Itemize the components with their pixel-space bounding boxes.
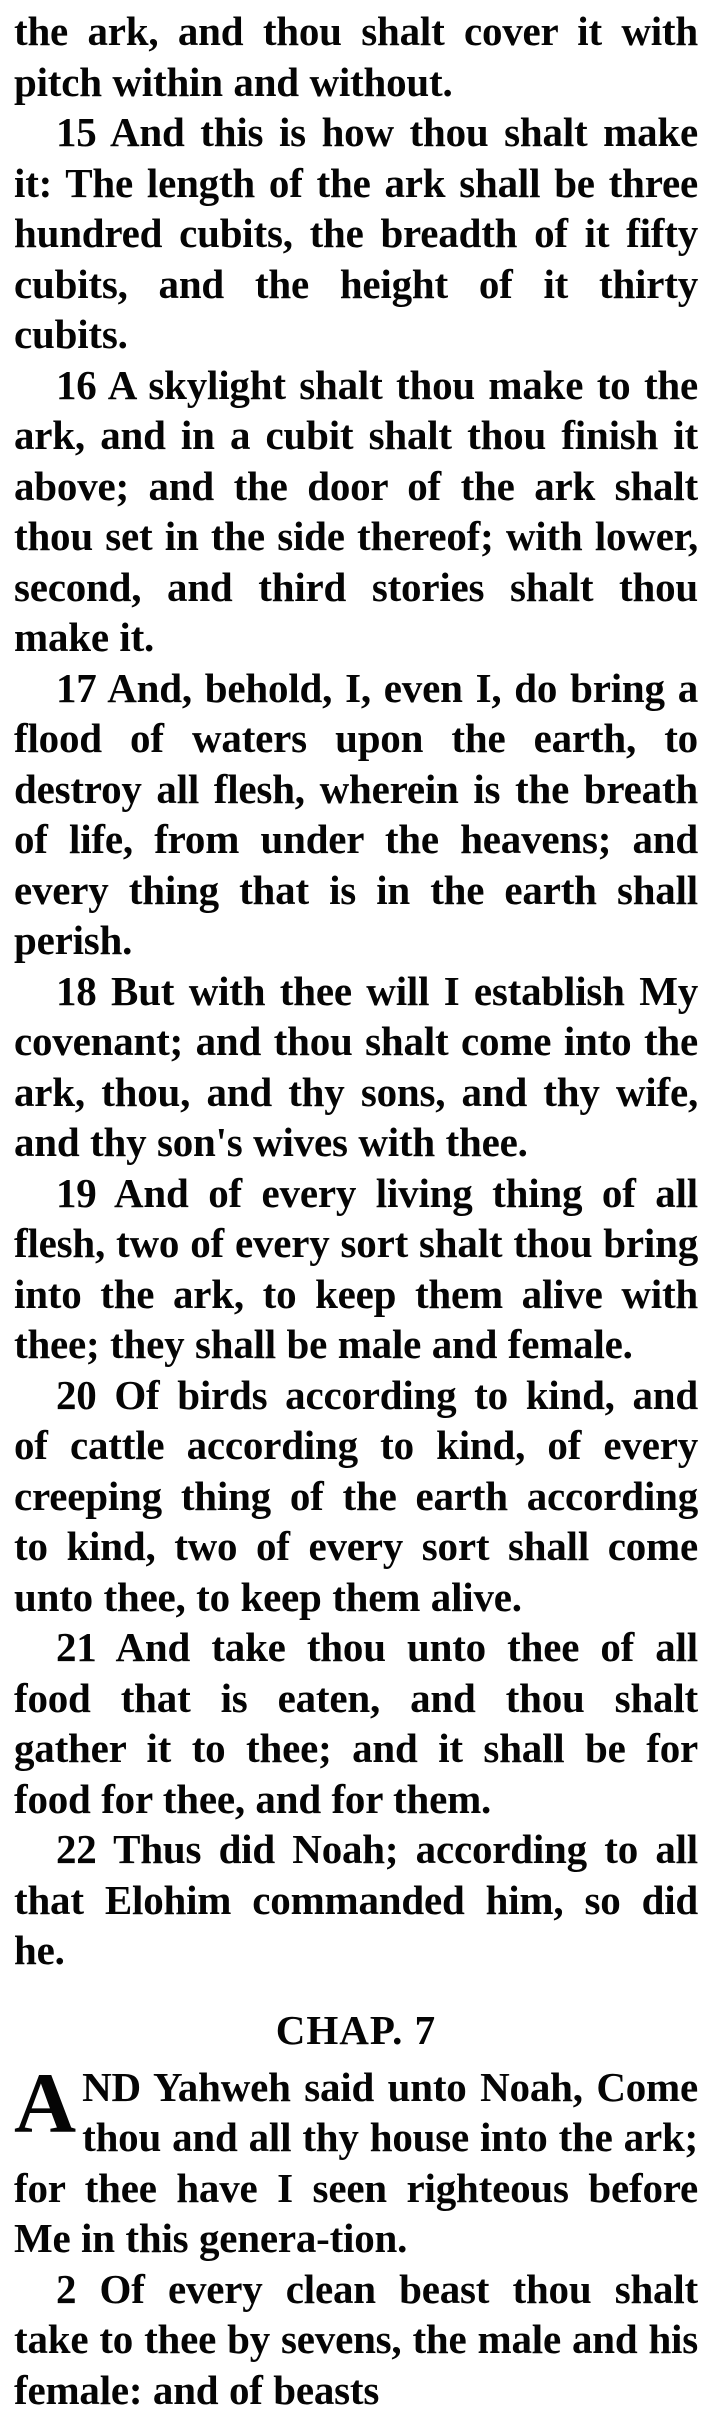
paragraph-continuation-verse-14: the ark, and thou shalt cover it with pitch within and without. [14, 8, 698, 105]
paragraph-verse-16: 16 A skylight shalt thou make to the ark, and in a cubit shalt thou finish it above; and the door of the ark shalt thou set in the side thereof; with lower, second, and third stories shalt thou make it. [14, 361, 698, 660]
paragraph-verse-21: 21 And take thou unto thee of all food that is eaten, and thou shalt gather it to thee; and it shall be for food for thee, and for them. [14, 1624, 698, 1822]
text-column [14, 6, 698, 2415]
chapter7-verse-1 [14, 2054, 698, 2264]
chapter-heading: CHAP. 7 [275, 2006, 437, 2053]
paragraph-chapter7-verse-2: 2 Of every clean beast thou shalt take to thee by sevens, the male and his female: and of beasts [14, 2265, 698, 2413]
paragraph-verse-15: 15 And this is how thou shalt make it: The length of the ark shall be three hundred cubits, the breadth of it fifty cubits, and the height of it thirty cubits. [14, 109, 698, 357]
paragraph-verse-17: 17 And, behold, I, even I, do bring a flood of waters upon the earth, to destroy all flesh, wherein is the breath of life, from under the heavens; and every thing that is in the earth shall perish. [14, 664, 698, 963]
paragraph-verse-22: 22 Thus did Noah; according to all that Elohim commanded him, so did he. [14, 1826, 698, 1973]
paragraph-chapter7-verse-1: ND Yahweh said unto Noah, Come thou and all thy house into the ark; for thee have I seen righteous before Me in this genera-tion. [14, 2063, 698, 2261]
paragraph-verse-19: 19 And of every living thing of all flesh, two of every sort shalt thou bring into the ark, to keep them alive with thee; they shall be male and female. [14, 1169, 698, 1367]
paragraph-verse-18: 18 But with thee will I establish My covenant; and thou shalt come into the ark, thou, and thy sons, and thy wife, and thy son's wives with thee. [14, 967, 698, 1165]
drop-cap-letter: A [14, 2054, 77, 2151]
paragraph-verse-20: 20 Of birds according to kind, and of cattle according to kind, of every creeping thing of the earth according to kind, two of every sort shall come unto thee, to keep them alive. [14, 1371, 698, 1620]
